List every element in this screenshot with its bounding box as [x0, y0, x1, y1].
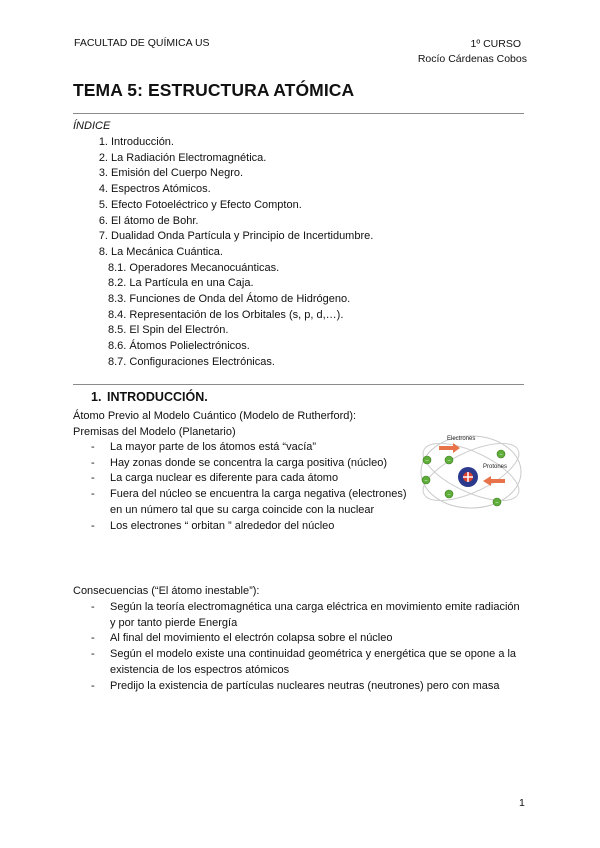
- svg-text:–: –: [499, 452, 503, 458]
- toc-item: 1. Introducción.: [98, 136, 174, 148]
- svg-text:–: –: [495, 500, 499, 506]
- toc-item: 3. Emisión del Cuerpo Negro.: [98, 167, 244, 180]
- toc-subitem: 8.4. Representación de los Orbitales (s, p, d,…).: [108, 308, 344, 321]
- protons-label: Protones: [483, 464, 508, 470]
- list-item: - Según la teoría electromagnética una carga eléctrica en movimiento emite radiación y por tanto pierde Energía: [88, 600, 528, 631]
- list-item: - La carga nuclear es diferente para cada átomo: [88, 471, 414, 487]
- svg-text:–: –: [447, 458, 451, 464]
- list-item: - Predijo la existencia de partículas nucleares neutras (neutrones) pero con masa: [88, 679, 528, 695]
- consecuencias-list: [88, 600, 528, 694]
- svg-text:–: –: [425, 458, 429, 464]
- header-author: Rocío Cárdenas Cobos: [417, 53, 527, 65]
- index-divider: [73, 384, 524, 385]
- toc-item: 5. Efecto Fotoeléctrico y Efecto Compton.: [98, 198, 302, 211]
- header-faculty: FACULTAD DE QUÍMICA US: [74, 37, 210, 49]
- consequences-heading: Consecuencias (“El átomo inestable”):: [73, 585, 260, 597]
- toc-subitem: 8.2. La Partícula en una Caja.: [108, 277, 254, 290]
- electrons-label: Electrones: [447, 436, 476, 442]
- toc-subitem: 8.7. Configuraciones Electrónicas.: [108, 355, 275, 368]
- header-right: [418, 37, 527, 67]
- index-heading: ÍNDICE: [73, 120, 111, 132]
- section-heading: 1. INTRODUCCIÓN.: [91, 390, 208, 404]
- toc-subitem: 8.1. Operadores Mecanocuánticas.: [108, 261, 280, 274]
- toc-subitem: 8.6. Átomos Polielectrónicos.: [108, 340, 250, 353]
- toc-subitem: 8.3. Funciones de Onda del Átomo de Hidrógeno.: [108, 293, 351, 306]
- list-item: - Según el modelo existe una continuidad geométrica y energética que se opone a la existencia de los espectros atómicos: [88, 647, 528, 678]
- intro-line-1: Átomo Previo al Modelo Cuántico (Modelo de Rutherford):: [73, 410, 357, 422]
- toc-item: 7. Dualidad Onda Partícula y Principio de Incertidumbre.: [98, 230, 374, 243]
- premisas-list: [88, 440, 414, 534]
- list-item: - Fuera del núcleo se encuentra la carga negativa (electrones) en un número tal que su carga coincide con la nuclear: [88, 487, 414, 518]
- toc-item: 6. El átomo de Bohr.: [98, 214, 199, 227]
- svg-text:–: –: [424, 478, 428, 484]
- page-title: TEMA 5: ESTRUCTURA ATÓMICA: [73, 80, 355, 100]
- list-item: - La mayor parte de los átomos está “vacía”: [88, 440, 414, 456]
- toc-item: 8. La Mecánica Cuántica.: [98, 245, 223, 258]
- rutherford-atom-figure: [413, 424, 529, 518]
- svg-text:–: –: [447, 492, 451, 498]
- table-of-contents: [88, 135, 373, 371]
- intro-line-2: Premisas del Modelo (Planetario): [73, 425, 236, 438]
- title-divider: [73, 113, 524, 114]
- toc-item: 2. La Radiación Electromagnética.: [98, 151, 267, 164]
- list-item: - Los electrones “ orbitan ” alrededor del núcleo: [88, 519, 414, 535]
- toc-subitem: 8.5. El Spin del Electrón.: [108, 324, 229, 337]
- list-item: - Al final del movimiento el electrón colapsa sobre el núcleo: [88, 631, 528, 647]
- page-number: 1: [519, 797, 525, 809]
- list-item: - Hay zonas donde se concentra la carga positiva (núcleo): [88, 456, 414, 472]
- header-course: 1º CURSO: [470, 38, 521, 50]
- toc-item: 4. Espectros Atómicos.: [98, 183, 211, 196]
